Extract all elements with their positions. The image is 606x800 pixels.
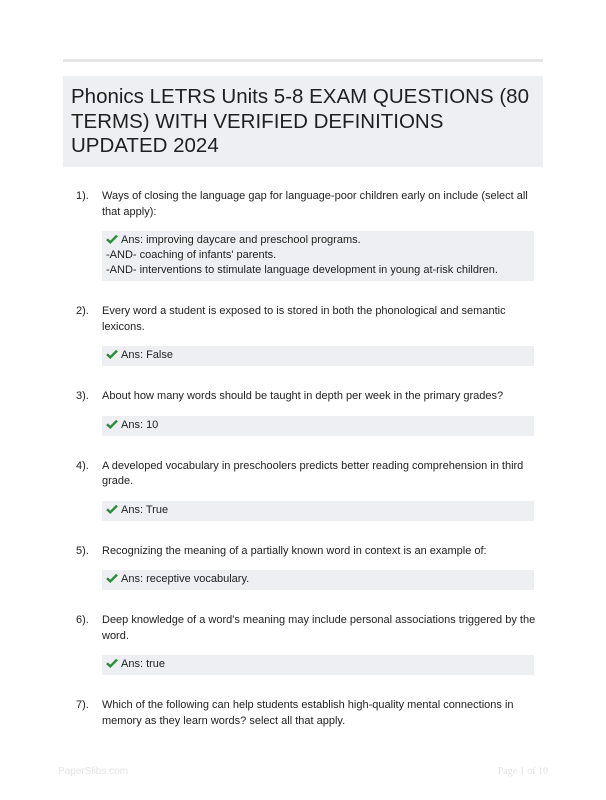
question-item — [63, 389, 543, 436]
answer-box — [102, 655, 534, 675]
answer-box — [102, 231, 534, 281]
answer-line — [106, 657, 534, 672]
check-icon — [106, 349, 118, 359]
question-text: Recognizing the meaning of a partially known word in context is an example of: — [102, 544, 487, 557]
check-icon — [106, 419, 118, 429]
title-box — [63, 76, 543, 167]
question-number: 6). — [76, 614, 89, 626]
page-number: Page 1 of 10 — [497, 766, 548, 777]
answer-box — [102, 416, 534, 436]
question-number: 4). — [76, 459, 89, 472]
check-icon — [106, 658, 118, 668]
question-item — [63, 544, 543, 591]
question-item — [63, 189, 543, 281]
answer-extra-line: -AND- coaching of infants' parents. — [106, 249, 277, 261]
answer-text: Ans: False — [121, 349, 173, 361]
document-title: Phonics LETRS Units 5-8 EXAM QUESTIONS (80 TERMS) WITH VERIFIED DEFINITIONS UPDATED 2024 — [71, 85, 529, 157]
check-icon — [106, 504, 118, 514]
answer-text: Ans: improving daycare and preschool programs. — [121, 234, 361, 246]
question-text: Deep knowledge of a word's meaning may include personal associations triggered by the word. — [102, 614, 536, 642]
question-text: Ways of closing the language gap for language-poor children early on include (select all that apply): — [102, 190, 528, 218]
question-text: Every word a student is exposed to is stored in both the phonological and semantic lexicons. — [102, 305, 506, 333]
answer-box — [102, 346, 534, 366]
question-item — [63, 304, 543, 366]
question-number: 7). — [76, 699, 89, 711]
answer-text: Ans: True — [121, 503, 169, 516]
check-icon — [106, 573, 118, 583]
question-number: 3). — [76, 390, 89, 402]
header-rule — [63, 59, 543, 62]
answer-box — [102, 501, 534, 521]
footer-watermark: PaperSlibs.com — [58, 766, 129, 777]
answer-line — [106, 503, 534, 518]
answer-text: Ans: true — [121, 658, 166, 670]
question-text: Which of the following can help students establish high-quality mental connections in memory as they learn words? select all that apply. — [102, 699, 514, 727]
question-list — [63, 189, 543, 752]
check-icon — [106, 234, 118, 244]
question-text: A developed vocabulary in preschoolers predicts better reading comprehension in third grade. — [102, 459, 524, 487]
answer-line — [106, 233, 534, 248]
question-number: 5). — [76, 544, 89, 557]
answer-extra-line: -AND- interventions to stimulate language development in young at-risk children. — [106, 264, 498, 276]
question-number: 2). — [76, 305, 89, 317]
answer-text: Ans: 10 — [121, 418, 159, 431]
answer-box — [102, 570, 534, 590]
answer-line — [106, 348, 534, 363]
question-item — [63, 459, 543, 521]
question-text: About how many words should be taught in depth per week in the primary grades? — [102, 390, 504, 402]
answer-line — [106, 418, 534, 433]
question-number: 1). — [76, 190, 89, 202]
answer-text: Ans: receptive vocabulary. — [121, 573, 250, 585]
question-item — [63, 698, 543, 729]
answer-line — [106, 572, 534, 587]
question-item — [63, 613, 543, 675]
